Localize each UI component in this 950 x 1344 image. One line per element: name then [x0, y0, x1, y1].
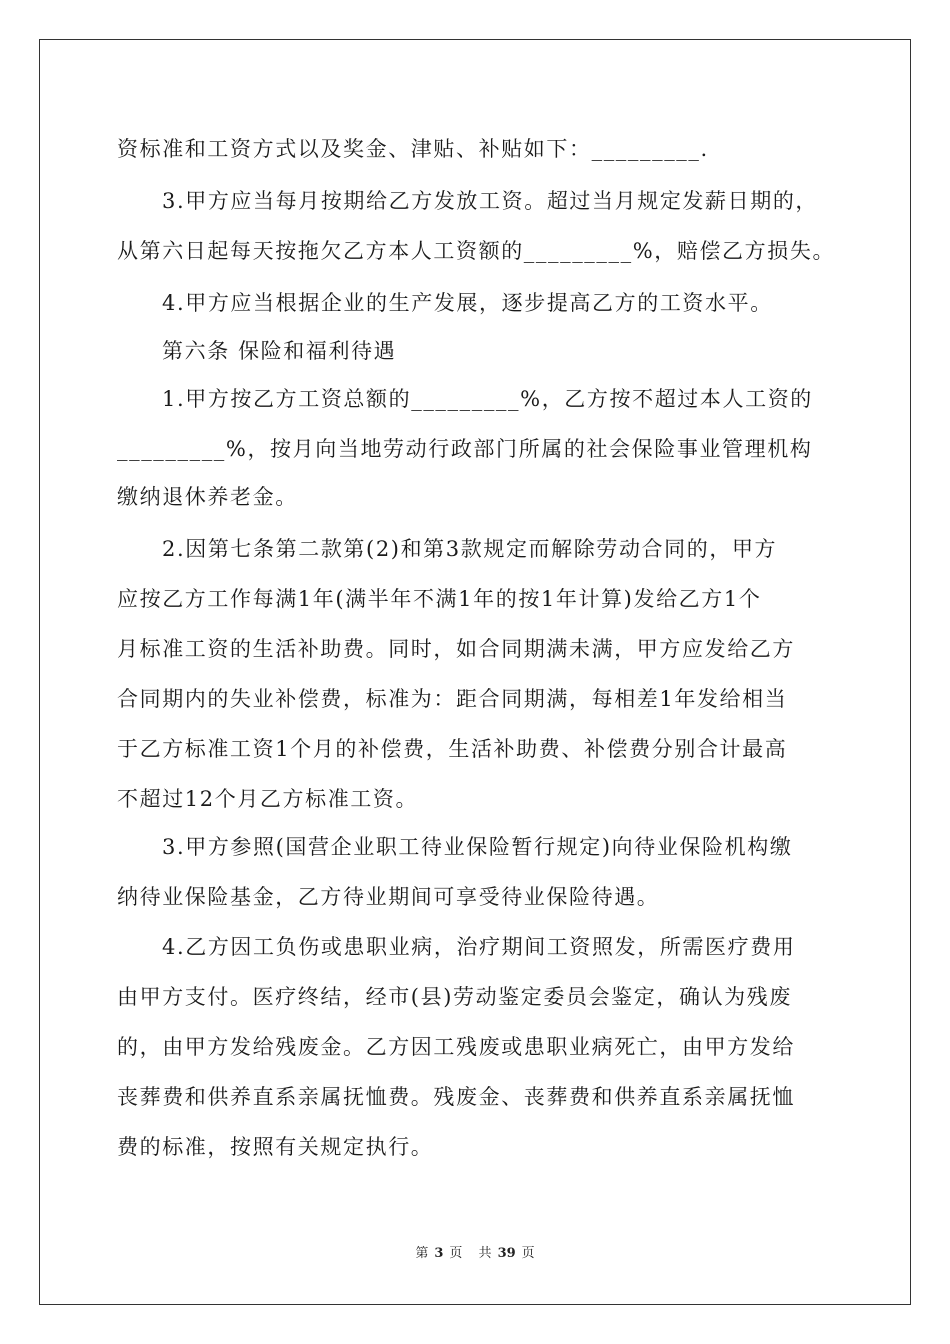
paragraph-line: 费的标准，按照有关规定执行。 — [117, 1135, 434, 1159]
total-page-count: 39 — [497, 1246, 516, 1261]
paragraph-line: 4.甲方应当根据企业的生产发展，逐步提高乙方的工资水平。 — [162, 291, 773, 315]
paragraph-line: 4.乙方因工负伤或患职业病，治疗期间工资照发，所需医疗费用 — [162, 935, 796, 959]
paragraph-line: 由甲方支付。医疗终结，经市(县)劳动鉴定委员会鉴定，确认为残废 — [117, 985, 792, 1009]
page-prefix: 第 — [415, 1246, 429, 1261]
paragraph-line: 合同期内的失业补偿费，标准为：距合同期满，每相差1年发给相当 — [117, 687, 788, 711]
paragraph-line: 应按乙方工作每满1年(满半年不满1年的按1年计算)发给乙方1个 — [117, 587, 762, 611]
paragraph-line: 缴纳退休养老金。 — [117, 485, 298, 509]
paragraph-line: 的，由甲方发给残废金。乙方因工残废或患职业病死亡，由甲方发给 — [117, 1035, 795, 1059]
paragraph-line: 纳待业保险基金，乙方待业期间可享受待业保险待遇。 — [117, 885, 660, 909]
paragraph-line: 不超过12个月乙方标准工资。 — [117, 787, 419, 811]
paragraph-line: 从第六日起每天按拖欠乙方本人工资额的_________%，赔偿乙方损失。 — [117, 239, 836, 263]
paragraph-line: 月标准工资的生活补助费。同时，如合同期满未满，甲方应发给乙方 — [117, 637, 795, 661]
page-indicator — [412, 1246, 465, 1261]
paragraph-line: 丧葬费和供养直系亲属抚恤费。残废金、丧葬费和供养直系亲属抚恤 — [117, 1085, 795, 1109]
section-heading: 第六条 保险和福利待遇 — [162, 339, 397, 363]
page-border — [39, 39, 911, 1305]
page-suffix: 页 — [449, 1246, 463, 1261]
paragraph-line: _________%，按月向当地劳动行政部门所属的社会保险事业管理机构 — [117, 437, 813, 461]
page-number: 3 — [434, 1246, 444, 1261]
paragraph-line: 3.甲方参照(国营企业职工待业保险暂行规定)向待业保险机构缴 — [162, 835, 793, 859]
page-footer — [0, 1245, 950, 1263]
paragraph-line: 1.甲方按乙方工资总额的_________%，乙方按不超过本人工资的 — [162, 387, 813, 411]
paragraph-line: 资标准和工资方式以及奖金、津贴、补贴如下：_________. — [117, 137, 709, 161]
total-pages-indicator — [476, 1246, 538, 1261]
paragraph-line: 于乙方标准工资1个月的补偿费，生活补助费、补偿费分别合计最高 — [117, 737, 788, 761]
total-suffix: 页 — [521, 1246, 535, 1261]
paragraph-line: 3.甲方应当每月按期给乙方发放工资。超过当月规定发薪日期的， — [162, 189, 819, 213]
total-prefix: 共 — [478, 1246, 492, 1261]
paragraph-line: 2.因第七条第二款第(2)和第3款规定而解除劳动合同的，甲方 — [162, 537, 778, 561]
